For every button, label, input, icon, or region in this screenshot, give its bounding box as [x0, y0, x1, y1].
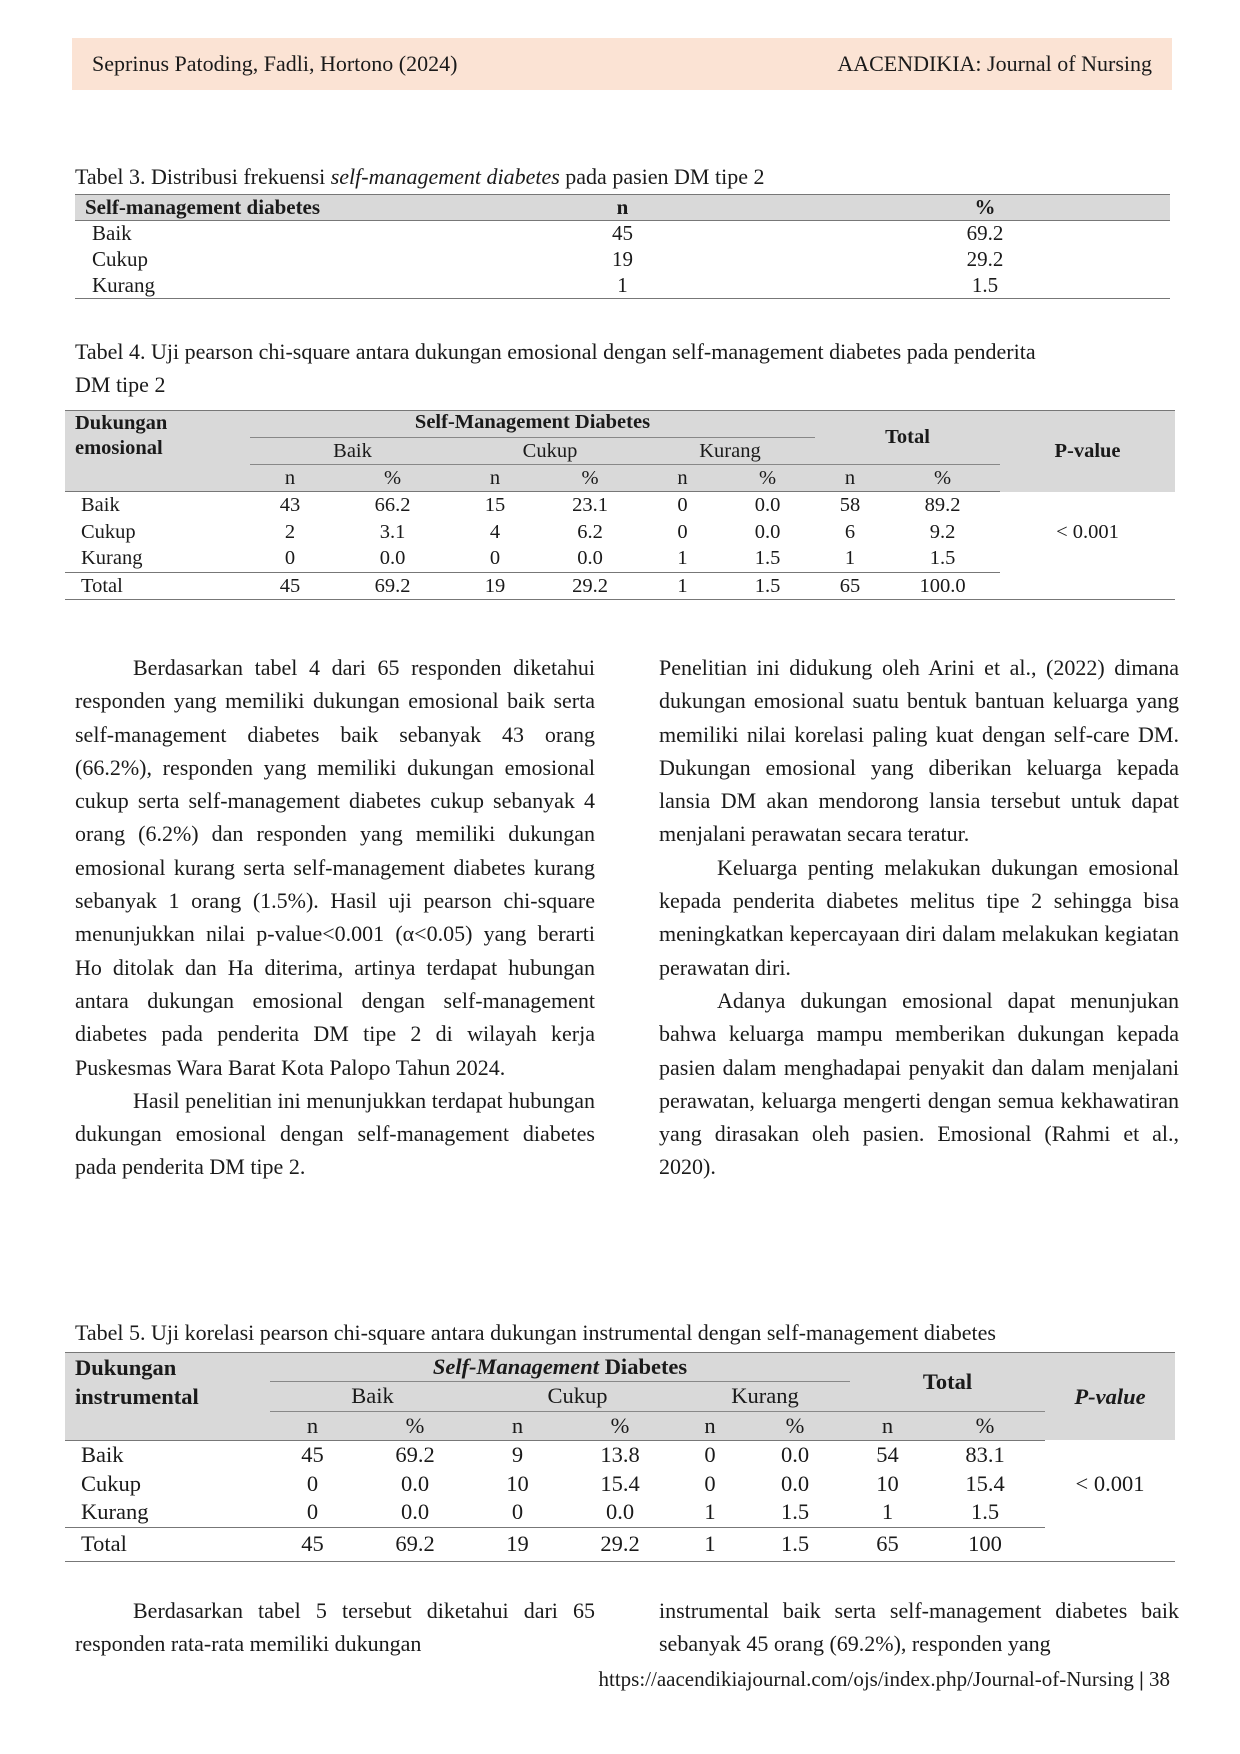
page-footer [598, 1667, 1170, 1692]
cell: 29.2 [966, 247, 1004, 271]
header-cell: % [330, 465, 455, 492]
paragraph: Keluarga penting melakukan dukungan emosional kepada penderita diabetes melitus tipe 2 sehingga bisa meningkatkan kepercayaan diri dalam melakukan kegiatan perawatan diri. [659, 854, 1179, 980]
header-cell: n [455, 465, 535, 492]
cell: 100 [925, 1527, 1045, 1561]
header-cell: Dukungan emosional [65, 411, 250, 465]
table-header-row [75, 195, 1170, 221]
cell: 1 [704, 1499, 716, 1525]
cell: 45 [270, 1527, 355, 1561]
table-row [65, 1469, 1175, 1498]
cell: 4 [489, 520, 501, 543]
header-cell: Total [815, 411, 1000, 465]
header-cell: % [885, 465, 1000, 492]
cell: 19 [475, 1527, 560, 1561]
cell: 100.0 [885, 573, 1000, 600]
cell: 1.5 [970, 1499, 1000, 1525]
cell: 0.0 [754, 520, 781, 543]
header-cell: n [475, 1411, 560, 1440]
header-cell: Kurang [645, 438, 815, 465]
cell: 0 [284, 547, 296, 570]
header-cell: Total [850, 1353, 1045, 1412]
cell: 1 [617, 272, 628, 297]
cell: 10 [876, 1470, 899, 1496]
paragraph: Hasil penelitian ini menunjukkan terdapat hubungan dukungan emosional dengan self-management diabetes pada penderita DM tipe 2. [75, 1087, 595, 1180]
cell: 89.2 [924, 493, 961, 516]
cell: 0.0 [577, 547, 603, 570]
cell: 83.1 [965, 1441, 1005, 1467]
cell: 23.1 [572, 493, 608, 516]
cell: 0.0 [780, 1470, 810, 1496]
cell: 0.0 [605, 1499, 635, 1525]
row-label: Baik [92, 221, 132, 246]
table-row [75, 221, 1170, 247]
header-cell: n [270, 1411, 355, 1440]
cell: 45 [250, 573, 330, 600]
header-cell: Baik [250, 438, 455, 465]
header-cell: % [535, 465, 645, 492]
cell: 1.5 [754, 547, 781, 570]
cell: 15.4 [600, 1470, 640, 1496]
cell: 45 [301, 1441, 324, 1467]
header-cell: Self-Management Diabetes [270, 1353, 850, 1382]
header-cell: P-value [1045, 1353, 1175, 1441]
cell: 65 [815, 573, 885, 600]
cell: 0 [677, 520, 688, 543]
right-column-bottom [659, 1594, 1179, 1661]
row-label: Total [65, 1527, 270, 1561]
running-header [72, 38, 1172, 90]
cell: 0.0 [754, 493, 781, 516]
table5-caption: Tabel 5. Uji korelasi pearson chi-square antara dukungan instrumental dengan self-management diabetes [75, 1320, 996, 1345]
paragraph: instrumental baik serta self-management diabetes baik sebanyak 45 orang (69.2%), responden yang [659, 1598, 1179, 1657]
table-header-row [65, 411, 1175, 438]
cell: 58 [839, 493, 861, 516]
cell: 65 [850, 1527, 925, 1561]
row-label: Cukup [81, 520, 136, 543]
header-authors: Seprinus Patoding, Fadli, Hortono (2024) [92, 51, 458, 76]
cell: 15 [484, 493, 506, 516]
cell: 29.2 [535, 573, 645, 600]
header-cell: Kurang [680, 1382, 850, 1411]
table-row [65, 492, 1175, 519]
header-cell: % [720, 465, 815, 492]
header-cell: Self-management diabetes [85, 195, 321, 219]
header-cell: n [645, 465, 720, 492]
header-cell: P-value [1000, 411, 1175, 492]
cell: 1 [645, 573, 720, 600]
row-label: Kurang [92, 272, 155, 297]
header-journal: AACENDIKIA: Journal of Nursing [837, 51, 1152, 76]
cell: 0.0 [379, 547, 406, 570]
cell: 1.5 [780, 1499, 810, 1525]
cell: 1.5 [929, 547, 956, 570]
cell: 15.4 [965, 1470, 1005, 1496]
table-header-row [65, 1353, 1175, 1382]
cell: 0 [704, 1470, 716, 1496]
cell: 3.1 [379, 520, 406, 543]
header-cell: n [850, 1411, 925, 1440]
cell [1000, 573, 1175, 600]
table-total-row [65, 573, 1175, 600]
cell [1045, 1527, 1175, 1561]
cell: 1.5 [971, 272, 999, 297]
header-cell: % [925, 1411, 1045, 1440]
table4 [65, 410, 1175, 600]
cell: 6.2 [577, 520, 603, 543]
cell: 0 [511, 1499, 524, 1525]
table3 [75, 194, 1170, 299]
cell: 1 [844, 547, 856, 570]
cell: 54 [876, 1441, 899, 1467]
cell: 1 [881, 1499, 894, 1525]
right-column [659, 651, 1179, 1184]
cell: 69.2 [395, 1441, 435, 1467]
page-number: 38 [1149, 1667, 1170, 1691]
paragraph: Adanya dukungan emosional dapat menunjukan bahwa keluarga mampu memberikan dukungan kepada pasien dalam menghadapai penyakit dan dalam menjalani perawatan, keluarga mengerti dengan semua kekhawatiran yang dirasakan oleh pasien. Emosional (Rahmi et al., 2020). [659, 987, 1179, 1180]
cell: 1 [677, 547, 688, 570]
header-cell: n [250, 465, 330, 492]
table-row [65, 1440, 1175, 1469]
header-cell: Cukup [475, 1382, 680, 1411]
cell: 0.0 [400, 1470, 430, 1496]
left-column-bottom [75, 1594, 595, 1661]
cell: 45 [612, 221, 633, 246]
cell: 19 [455, 573, 535, 600]
cell: 19 [612, 247, 633, 271]
header-cell: n [815, 465, 885, 492]
cell: 1.5 [720, 573, 815, 600]
cell: 0 [306, 1470, 319, 1496]
row-label: Baik [81, 1441, 124, 1467]
header-cell: n [616, 195, 629, 219]
cell: 0 [489, 547, 501, 570]
row-label: Baik [81, 493, 120, 516]
header-cell: % [560, 1411, 680, 1440]
row-label: Kurang [81, 547, 143, 570]
cell: 1 [680, 1527, 740, 1561]
header-cell: n [680, 1411, 740, 1440]
table-total-row [65, 1527, 1175, 1561]
cell: 69.2 [966, 221, 1004, 246]
table-row [65, 1498, 1175, 1527]
pvalue-cell: < 0.001 [1056, 520, 1119, 543]
cell: 0 [704, 1441, 716, 1467]
row-label: Kurang [81, 1499, 149, 1525]
row-label: Cukup [81, 1470, 142, 1496]
table-header-row [65, 1411, 1175, 1440]
table-row [75, 273, 1170, 299]
row-label: Cukup [92, 247, 149, 271]
cell: 0 [306, 1499, 319, 1525]
cell: 10 [506, 1470, 529, 1496]
cell: 29.2 [560, 1527, 680, 1561]
cell: 6 [844, 520, 856, 543]
header-cell: Cukup [455, 438, 645, 465]
cell: 0.0 [400, 1499, 430, 1525]
header-cell: % [740, 1411, 850, 1440]
header-cell [65, 1411, 270, 1440]
pvalue-cell: < 0.001 [1075, 1470, 1145, 1496]
table5 [65, 1352, 1175, 1562]
cell: 9.2 [929, 520, 956, 543]
cell: 66.2 [374, 493, 411, 516]
footer-separator: | [1139, 1667, 1144, 1691]
cell: 69.2 [355, 1527, 475, 1561]
cell: 13.8 [600, 1441, 640, 1467]
paragraph: Berdasarkan tabel 5 tersebut diketahui dari 65 responden rata-rata memiliki dukungan [75, 1598, 595, 1657]
cell: 0.0 [780, 1441, 810, 1467]
footer-url[interactable]: https://aacendikiajournal.com/ojs/index.php/Journal-of-Nursing [598, 1667, 1134, 1691]
left-column [75, 651, 595, 1184]
cell: 43 [279, 493, 301, 516]
cell: 9 [511, 1441, 524, 1467]
header-cell: % [355, 1411, 475, 1440]
header-cell: % [974, 195, 996, 219]
paragraph: Berdasarkan tabel 4 dari 65 responden diketahui responden yang memiliki dukungan emosional baik serta self-management diabetes baik sebanyak 43 orang (66.2%), responden yang memiliki dukungan emosional cukup serta self-management diabetes cukup sebanyak 4 orang (6.2%) dan responden yang memiliki dukungan emosional kurang serta self-management diabetes kurang sebanyak 1 orang (1.5%). Hasil uji pearson chi-square menunjukkan nilai p-value<0.001 (α<0.05) yang berarti Ho ditolak dan Ha diterima, artinya terdapat hubungan antara dukungan emosional dengan self-management diabetes pada penderita DM tipe 2 di wilayah kerja Puskesmas Wara Barat Kota Palopo Tahun 2024. [75, 655, 595, 1080]
header-cell: Self-Management Diabetes [250, 411, 815, 438]
cell: 69.2 [330, 573, 455, 600]
table3-caption: Tabel 3. Distribusi frekuensi self-management diabetes pada pasien DM tipe 2 [75, 164, 765, 189]
header-cell: Dukungan instrumental [65, 1353, 270, 1412]
header-cell [65, 465, 250, 492]
cell: 0 [677, 493, 688, 516]
row-label: Total [65, 573, 250, 600]
cell: 2 [284, 520, 296, 543]
header-cell: Baik [270, 1382, 475, 1411]
table4-caption: Tabel 4. Uji pearson chi-square antara dukungan emosional dengan self-management diabetes pada penderita DM tipe 2 [75, 339, 1036, 397]
cell: 1.5 [740, 1527, 850, 1561]
table-row [75, 247, 1170, 273]
paragraph: Penelitian ini didukung oleh Arini et al., (2022) dimana dukungan emosional suatu bentuk bantuan keluarga yang memiliki nilai korelasi paling kuat dengan self-care DM. Dukungan emosional yang diberikan keluarga kepada lansia DM akan mendorong lansia tersebut untuk dapat menjalani perawatan secara teratur. [659, 655, 1179, 847]
